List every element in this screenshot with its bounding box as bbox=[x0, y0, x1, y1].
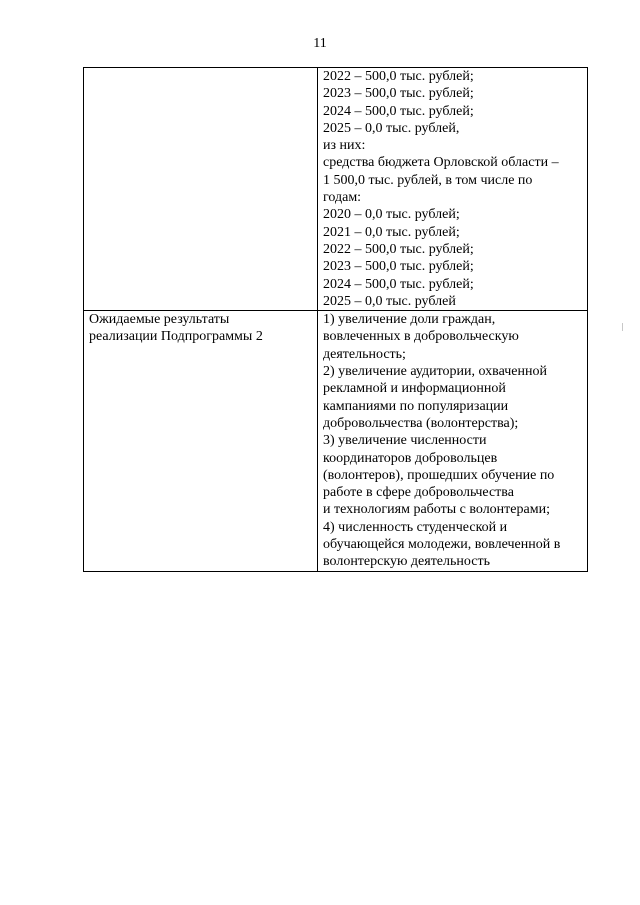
funding-line: 2025 – 0,0 тыс. рублей, bbox=[323, 120, 460, 136]
result-line: деятельность; bbox=[323, 346, 406, 362]
scan-margin-mark bbox=[622, 323, 623, 331]
table-cell-label-empty bbox=[84, 68, 318, 311]
table-cell-funding-by-year bbox=[318, 68, 588, 311]
result-line: и технологиям работы с волонтерами; bbox=[323, 502, 550, 518]
result-line: волонтерскую деятельность bbox=[323, 554, 490, 570]
page-number: 11 bbox=[313, 36, 327, 51]
funding-line: из них: bbox=[323, 138, 366, 154]
expected-results-label-line: реализации Подпрограммы 2 bbox=[89, 329, 263, 345]
result-line: обучающейся молодежи, вовлеченной в bbox=[323, 537, 561, 553]
result-line: 2) увеличение аудитории, охваченной bbox=[323, 364, 547, 380]
expected-results-label-line: Ожидаемые результаты bbox=[89, 312, 230, 328]
result-line: 4) численность студенческой и bbox=[323, 519, 508, 535]
result-line: координаторов добровольцев bbox=[323, 450, 498, 466]
funding-line: 2023 – 500,0 тыс. рублей; bbox=[323, 259, 474, 275]
table-cell-expected-results-label bbox=[84, 311, 318, 571]
funding-line: средства бюджета Орловской области – bbox=[323, 155, 559, 171]
result-line: кампаниями по популяризации bbox=[323, 398, 509, 414]
funding-line: 1 500,0 тыс. рублей, в том числе по bbox=[323, 172, 533, 188]
funding-line: 2020 – 0,0 тыс. рублей; bbox=[323, 207, 460, 223]
funding-line: 2024 – 500,0 тыс. рублей; bbox=[323, 103, 474, 119]
result-line: (волонтеров), прошедших обучение по bbox=[323, 467, 555, 483]
funding-line: 2022 – 500,0 тыс. рублей; bbox=[323, 69, 474, 84]
passport-table bbox=[83, 67, 588, 572]
funding-line: 2022 – 500,0 тыс. рублей; bbox=[323, 241, 474, 257]
result-line: добровольчества (волонтерства); bbox=[323, 415, 519, 431]
result-line: 1) увеличение доли граждан, bbox=[323, 312, 496, 328]
table-row-expected-results bbox=[84, 311, 588, 571]
result-line: 3) увеличение численности bbox=[323, 433, 487, 449]
table-cell-expected-results-list bbox=[318, 311, 588, 571]
result-line: рекламной и информационной bbox=[323, 381, 506, 397]
result-line: работе в сфере добровольчества bbox=[323, 485, 514, 501]
funding-line: 2021 – 0,0 тыс. рублей; bbox=[323, 224, 460, 240]
funding-line: 2023 – 500,0 тыс. рублей; bbox=[323, 86, 474, 102]
result-line: вовлеченных в добровольческую bbox=[323, 329, 519, 345]
funding-line: годам: bbox=[323, 190, 362, 206]
funding-line: 2024 – 500,0 тыс. рублей; bbox=[323, 276, 474, 292]
table-row-funding-continuation bbox=[84, 68, 588, 311]
funding-line: 2025 – 0,0 тыс. рублей bbox=[323, 293, 456, 309]
